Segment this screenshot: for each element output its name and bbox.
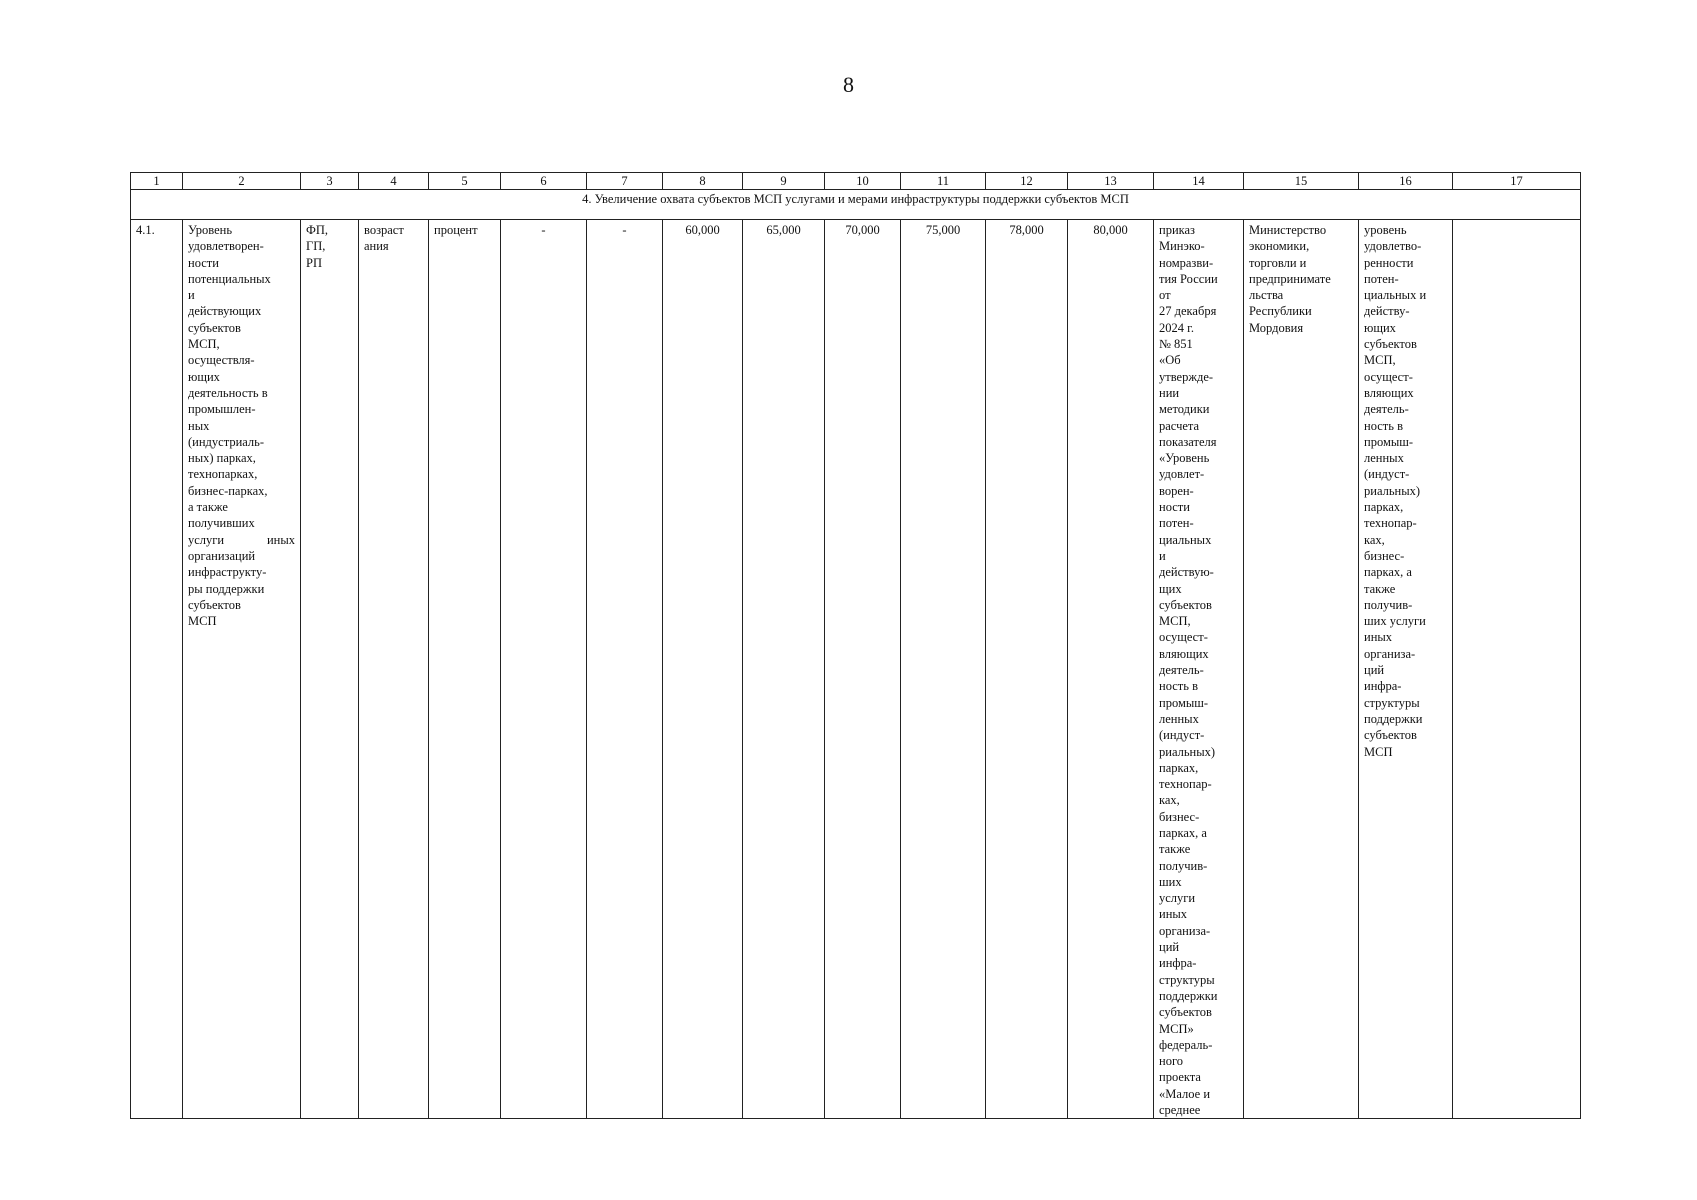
value-cell bbox=[986, 220, 1068, 1119]
column-number: 5 bbox=[429, 173, 501, 190]
column-7-cell bbox=[587, 220, 663, 1119]
indicator-value: 60,000 bbox=[685, 223, 720, 237]
responsible-body: Министерство экономики, торговли и предпринимате льства Республики Мордовия bbox=[1249, 223, 1331, 335]
column-number: 4 bbox=[359, 173, 429, 190]
indicator-value: 75,000 bbox=[925, 223, 961, 237]
unit-cell bbox=[429, 220, 501, 1119]
trend-cell bbox=[359, 220, 429, 1119]
column-number: 15 bbox=[1244, 173, 1359, 190]
responsible-cell bbox=[1244, 220, 1359, 1119]
indicator-unit: процент bbox=[434, 223, 478, 237]
column-17-cell bbox=[1453, 220, 1581, 1119]
row-number: 4.1. bbox=[136, 223, 155, 237]
document-cell bbox=[1154, 220, 1244, 1119]
source-document: приказ Минэко- номразви- тия России от 27 декабря 2024 г. № 851 «Об утвержде- нии методики расчета показателя «Уровень удовлет- ворен- ности потен- циальных и действую- щих субъектов МСП, осущест- вляющих деятель- ность в промыш- ленных (индуст- риальных) парках, технопар- ках, бизнес- парках, а также получив- ших услуги иных организа- ций инфра- структуры поддержки субъектов МСП» федераль- ного проекта «Малое и среднее bbox=[1159, 223, 1218, 1118]
column-number: 2 bbox=[183, 173, 301, 190]
column-number: 14 bbox=[1154, 173, 1244, 190]
column-number: 9 bbox=[743, 173, 825, 190]
column-number: 13 bbox=[1068, 173, 1154, 190]
column-number: 8 bbox=[663, 173, 743, 190]
indicator-value: 65,000 bbox=[766, 223, 801, 237]
column-7-value: - bbox=[622, 223, 627, 237]
section-title: 4. Увеличение охвата субъектов МСП услугами и мерами инфраструктуры поддержки субъектов МСП bbox=[131, 190, 1581, 220]
indicator-name-justified-line bbox=[188, 532, 295, 548]
indicator-name-tail: организаций инфраструкту- ры поддержки субъектов МСП bbox=[188, 548, 267, 629]
value-cell bbox=[1068, 220, 1154, 1119]
value-cell bbox=[901, 220, 986, 1119]
column-number: 16 bbox=[1359, 173, 1453, 190]
page-number: 8 bbox=[843, 72, 854, 97]
column-number: 6 bbox=[501, 173, 587, 190]
column-number: 3 bbox=[301, 173, 359, 190]
column-6-cell bbox=[501, 220, 587, 1119]
column-number: 10 bbox=[825, 173, 901, 190]
column-number: 17 bbox=[1453, 173, 1581, 190]
value-cell bbox=[663, 220, 743, 1119]
value-cell bbox=[825, 220, 901, 1119]
relation-cell bbox=[1359, 220, 1453, 1119]
column-6-value: - bbox=[541, 223, 546, 237]
table-row bbox=[131, 220, 1581, 1119]
indicator-value: 78,000 bbox=[1009, 223, 1044, 237]
column-number: 1 bbox=[131, 173, 183, 190]
indicator-name: Уровень удовлетворен- ности потенциальных и действующих субъектов МСП, осуществля- ющих деятельность в промышлен- ных (индустриаль- ных) парках, технопарках, бизнес-парках, а также получивших bbox=[188, 223, 271, 531]
indicator-name-cell bbox=[183, 220, 301, 1119]
indicator-level: ФП, ГП, РП bbox=[306, 223, 329, 270]
column-number-row bbox=[131, 173, 1581, 190]
section-row bbox=[131, 190, 1581, 220]
indicator-name-word: услуги bbox=[188, 532, 225, 547]
indicator-value: 80,000 bbox=[1093, 223, 1128, 237]
indicator-trend: возраст ания bbox=[364, 223, 404, 254]
column-number: 7 bbox=[587, 173, 663, 190]
column-number: 12 bbox=[986, 173, 1068, 190]
indicator-value: 70,000 bbox=[845, 223, 880, 237]
level-cell bbox=[301, 220, 359, 1119]
indicators-table bbox=[130, 172, 1581, 1119]
related-indicator: уровень удовлетво- ренности потен- циальных и действу- ющих субъектов МСП, осущест- вляющих деятель- ность в промыш- ленных (индуст- риальных) парках, технопар- ках, бизнес- парках, а также получив- ших услуги иных организа- ций инфра- структуры поддержки субъектов МСП bbox=[1364, 223, 1427, 759]
value-cell bbox=[743, 220, 825, 1119]
column-number: 11 bbox=[901, 173, 986, 190]
indicator-name-word: иных bbox=[266, 532, 295, 547]
row-number-cell bbox=[131, 220, 183, 1119]
